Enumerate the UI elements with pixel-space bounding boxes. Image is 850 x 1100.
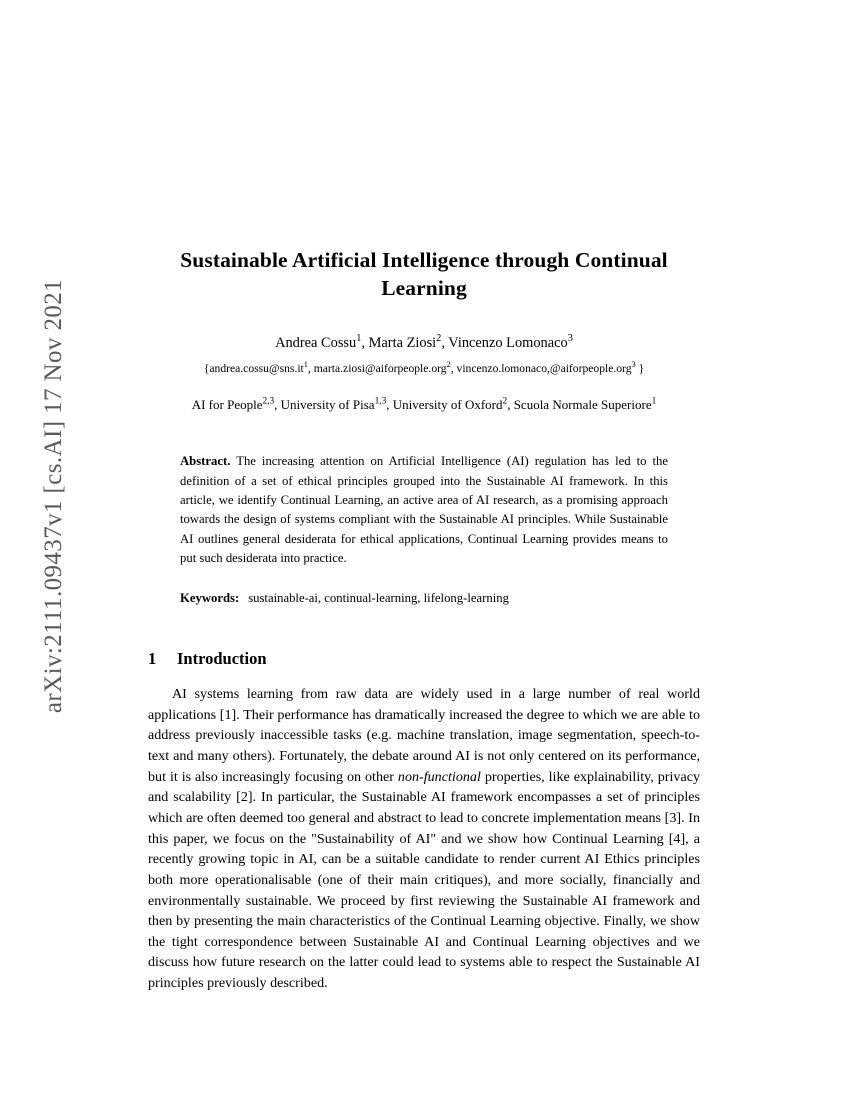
email-affiliation-marker: 2	[446, 360, 451, 370]
email-affiliation-marker: 3	[631, 360, 636, 370]
author-item	[275, 332, 362, 351]
keywords-section	[148, 589, 700, 608]
email-affiliation-marker: 1	[303, 360, 308, 370]
section-number: 1	[148, 649, 157, 669]
email-separator: ,	[307, 361, 314, 375]
affiliation-name: University of Oxford	[392, 397, 503, 413]
arxiv-identifier-stamp: arXiv:2111.09437v1 [cs.AI] 17 Nov 2021	[40, 278, 67, 714]
intro-emphasis: non-functional	[397, 768, 481, 785]
affiliation-name: AI for People	[191, 397, 263, 413]
email-separator: ,	[450, 361, 457, 375]
email-item	[314, 362, 451, 375]
affiliation-marker: 1	[651, 396, 657, 407]
author-name: Vincenzo Lomonaco	[448, 334, 568, 351]
keywords-label: Keywords:	[180, 591, 240, 606]
affiliation-separator: ,	[507, 397, 514, 413]
keywords-text: sustainable-ai, continual-learning, lifelong-learning	[248, 591, 509, 606]
affiliation-name: Scuola Normale Superiore	[513, 397, 652, 413]
paper-content	[148, 246, 700, 1008]
email-item	[457, 362, 636, 375]
abstract-label: Abstract.	[180, 454, 231, 469]
author-item	[368, 332, 442, 351]
author-list	[148, 333, 700, 353]
email-address: andrea.cossu@sns.it	[209, 361, 304, 375]
affiliation-item	[393, 397, 507, 412]
email-address: marta.ziosi@aiforpeople.org	[313, 361, 447, 375]
intro-text-part-1: AI systems learning from raw data are widely used in a large number of real world applications [1]. Their performance has dramatically increased the degree to which we are able to address previously inaccessible tasks (e.g. machine translation, image segmentation, speech-to-text and many others). Fortunately, the debate around AI is not only centered on its performance, but it is also increasingly focusing on other	[148, 686, 700, 785]
author-separator: ,	[361, 334, 369, 351]
affiliation-marker: 1,3	[374, 396, 387, 407]
affiliation-item	[192, 397, 274, 412]
author-name: Andrea Cossu	[275, 334, 357, 351]
intro-text-part-2: properties, like explainability, privacy and scalability [2]. In particular, the Sustainable AI framework encompasses a set of principles which are often deemed too general and abstract to lead to concrete implementation means [3]. In this paper, we focus on the "Sustainability of AI" and we show how Continual Learning [4], a recently growing topic in AI, can be a suitable candidate to render current AI Ethics principles both more operationalisable (one of their main critiques), and more socially, financially and environmentally sustainable. We proceed by first reviewing the Sustainable AI framework and then by presenting the main characteristics of the Continual Learning objective. Finally, we show the tight correspondence between Sustainable AI and Continual Learning objectives and we discuss how future research on the latter could lead to systems able to respect the Sustainable AI principles previously described.	[148, 768, 700, 992]
affiliation-marker: 2,3	[262, 396, 275, 407]
author-affiliation-marker: 2	[436, 332, 442, 344]
author-item	[448, 332, 573, 351]
affiliation-item	[281, 397, 387, 412]
section-heading-introduction	[148, 649, 700, 669]
section-title: Introduction	[177, 649, 267, 669]
affiliation-item	[514, 397, 657, 412]
author-affiliation-marker: 3	[567, 332, 573, 344]
email-close-brace: }	[638, 361, 645, 375]
author-separator: ,	[441, 334, 449, 351]
page-title: Sustainable Artificial Intelligence through Continual Learning	[180, 248, 668, 301]
affiliation-list	[148, 396, 700, 414]
author-emails	[148, 361, 700, 377]
affiliation-separator: ,	[274, 397, 281, 413]
email-item	[209, 362, 308, 375]
email-address: vincenzo.lomonaco,@aiforpeople.org	[456, 361, 632, 375]
abstract-text: The increasing attention on Artificial Intelligence (AI) regulation has led to the definition of a set of ethical principles grouped into the Sustainable AI framework. In this article, we identify Continual Learning, an active area of AI research, as a promising approach towards the design of systems compliant with the Sustainable AI principles. While Sustainable AI outlines general desiderata for ethical applications, Continual Learning provides means to put such desiderata into practice.	[180, 454, 668, 565]
introduction-paragraph	[148, 684, 700, 994]
author-affiliation-marker: 1	[356, 332, 362, 344]
email-open-brace: {	[203, 361, 210, 375]
affiliation-name: University of Pisa	[280, 397, 375, 413]
affiliation-marker: 2	[502, 396, 508, 407]
author-name: Marta Ziosi	[368, 334, 437, 351]
abstract-section	[148, 452, 700, 568]
affiliation-separator: ,	[386, 397, 393, 413]
